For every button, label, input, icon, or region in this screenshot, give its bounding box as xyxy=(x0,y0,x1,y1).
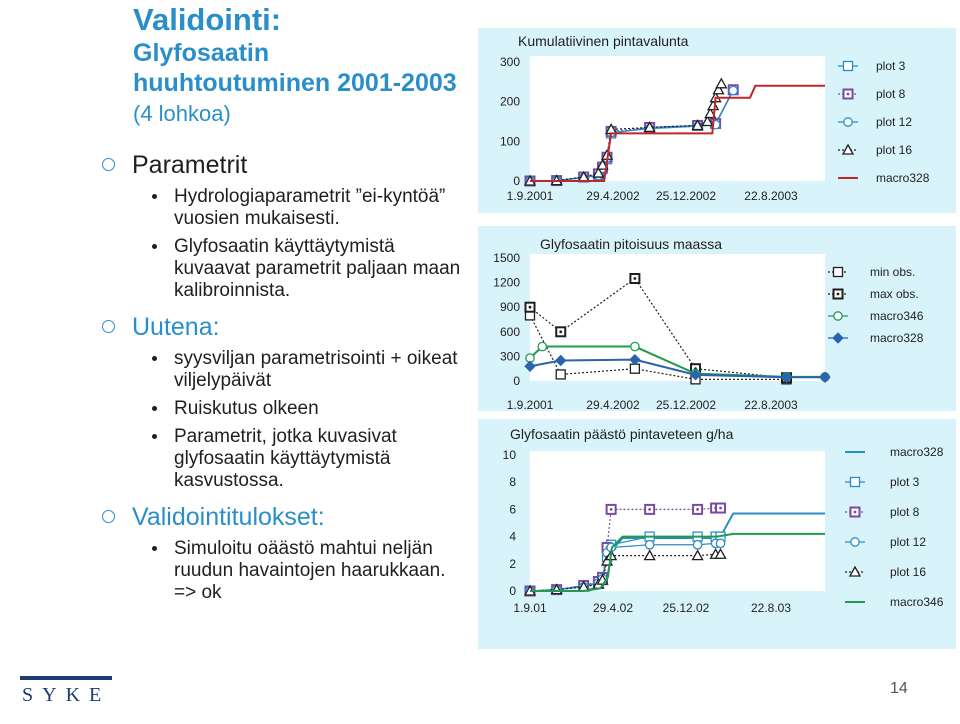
plot-area xyxy=(530,451,825,591)
square-marker xyxy=(851,478,860,487)
legend-label: plot 3 xyxy=(890,475,920,489)
subtitle-note: (4 lohkoa) xyxy=(133,101,231,126)
y-tick-label: 0 xyxy=(509,584,516,598)
legend-entry xyxy=(845,595,944,609)
y-tick-label: 0 xyxy=(513,174,520,188)
x-tick-label: 29.4.2002 xyxy=(586,398,640,412)
legend-label: macro328 xyxy=(870,331,924,345)
bullet-subtext: syysviljan parametrisointi + oikeat viljelypäivät xyxy=(174,348,458,391)
square-dot-marker-center xyxy=(837,293,840,296)
bullet-subtext: Hydrologiaparametrit ”ei-kyntöä” vuosien mukaisesti. xyxy=(174,186,446,229)
y-tick-label: 8 xyxy=(509,475,516,490)
legend-label: macro328 xyxy=(876,171,930,185)
legend-label: plot 3 xyxy=(876,59,906,73)
legend-entry xyxy=(828,287,919,301)
logo-text: SYKE xyxy=(22,684,111,706)
y-tick-label: 200 xyxy=(499,94,520,109)
legend-label: plot 12 xyxy=(890,535,927,549)
square-dot-marker-center xyxy=(559,330,562,333)
legend-label: max obs. xyxy=(870,287,919,301)
x-tick-label: 25.12.2002 xyxy=(655,398,717,412)
plot-area xyxy=(530,56,825,181)
circle-marker xyxy=(693,541,701,549)
bullet-text: Parametrit xyxy=(132,151,248,179)
circle-marker xyxy=(631,342,639,350)
legend-entry xyxy=(828,265,915,279)
y-tick-label: 600 xyxy=(499,324,520,339)
bullet-text: Validointitulokset: xyxy=(132,503,325,531)
legend-entry xyxy=(838,115,912,129)
square-dot-marker-center xyxy=(633,277,636,280)
legend-label: plot 16 xyxy=(890,565,927,579)
square-dot-marker-center xyxy=(696,508,699,511)
legend-entry xyxy=(838,87,906,101)
bullet-subtext: Glyfosaatin käyttäytymistä kuvaavat parametrit paljaan maan kalibroinnista. xyxy=(174,236,461,301)
bullet-subtext: Parametrit, jotka kuvasivat glyfosaatin käyttäytymistä kasvustossa. xyxy=(174,426,397,491)
x-tick-label: 22.8.2003 xyxy=(744,398,798,412)
diamond-marker xyxy=(833,333,843,343)
x-tick-label: 1.9.2001 xyxy=(506,398,554,412)
square-dot-marker-center xyxy=(529,306,532,309)
circle-marker xyxy=(844,118,852,126)
y-tick-label: 900 xyxy=(499,300,520,315)
chart-title: Glyfosaatin päästö pintaveteen g/ha xyxy=(510,426,734,442)
y-tick-label: 6 xyxy=(509,502,516,517)
chart-2 xyxy=(493,236,923,412)
y-tick-label: 0 xyxy=(513,374,520,388)
circle-marker xyxy=(729,86,737,94)
legend-entry xyxy=(845,535,926,549)
square-dot-marker-center xyxy=(610,508,613,511)
y-tick-label: 10 xyxy=(502,448,516,462)
circle-marker xyxy=(538,342,546,350)
y-tick-label: 100 xyxy=(499,134,520,149)
legend-entry xyxy=(838,171,930,185)
chart-3 xyxy=(503,426,944,615)
y-tick-label: 300 xyxy=(499,55,520,69)
legend-entry xyxy=(828,309,924,323)
legend-entry xyxy=(838,143,912,157)
square-marker xyxy=(556,370,565,379)
x-tick-label: 22.8.2003 xyxy=(744,189,798,203)
legend-entry xyxy=(838,59,906,73)
bullet-text: Uutena: xyxy=(132,313,220,341)
circle-marker xyxy=(851,538,859,546)
title-heading: Validointi: xyxy=(133,2,282,37)
x-tick-label: 29.4.02 xyxy=(592,601,634,615)
square-dot-marker-center xyxy=(854,511,857,514)
square-marker xyxy=(630,364,639,373)
chart-1 xyxy=(500,33,930,203)
circle-marker xyxy=(716,539,724,547)
circle-marker xyxy=(834,312,842,320)
legend-label: plot 12 xyxy=(876,115,913,129)
legend-label: plot 8 xyxy=(876,87,906,101)
y-tick-label: 300 xyxy=(499,349,520,364)
legend-entry xyxy=(845,475,920,489)
y-tick-label: 4 xyxy=(509,529,516,544)
legend-entry xyxy=(845,565,926,579)
x-tick-label: 1.9.01 xyxy=(513,601,547,615)
x-tick-label: 29.4.2002 xyxy=(586,189,640,203)
plot-area xyxy=(530,254,825,381)
square-marker xyxy=(834,268,843,277)
legend-entry xyxy=(828,331,924,345)
legend-label: plot 16 xyxy=(876,143,913,157)
y-tick-label: 2 xyxy=(509,556,516,571)
square-dot-marker-center xyxy=(719,507,722,510)
legend-entry xyxy=(845,505,920,519)
legend-label: macro346 xyxy=(890,595,944,609)
chart-title: Glyfosaatin pitoisuus maassa xyxy=(540,236,723,252)
legend-label: macro328 xyxy=(890,445,944,459)
x-tick-label: 25.12.02 xyxy=(662,601,710,615)
bullet-subtext: Simuloitu oäästö mahtui neljän ruudun havaintojen haarukkaan. => ok xyxy=(174,538,446,603)
x-tick-label: 22.8.03 xyxy=(750,601,792,615)
square-dot-marker-center xyxy=(847,93,850,96)
legend-label: plot 8 xyxy=(890,505,920,519)
legend-label: macro346 xyxy=(870,309,924,323)
x-tick-label: 25.12.2002 xyxy=(655,189,717,203)
subtitle-text: Glyfosaatin huuhtoutuminen 2001-2003 xyxy=(133,39,457,97)
square-marker xyxy=(844,62,853,71)
y-tick-label: 1200 xyxy=(493,275,520,290)
x-tick-label: 1.9.2001 xyxy=(506,189,554,203)
legend-label: min obs. xyxy=(870,265,916,279)
circle-marker xyxy=(645,541,653,549)
square-dot-marker-center xyxy=(648,508,651,511)
slide-number: 14 xyxy=(890,680,908,697)
chart-title: Kumulatiivinen pintavalunta xyxy=(518,33,689,49)
y-tick-label: 1500 xyxy=(493,251,520,265)
legend-entry xyxy=(845,445,944,459)
bullet-subtext: Ruiskutus olkeen xyxy=(174,398,319,419)
